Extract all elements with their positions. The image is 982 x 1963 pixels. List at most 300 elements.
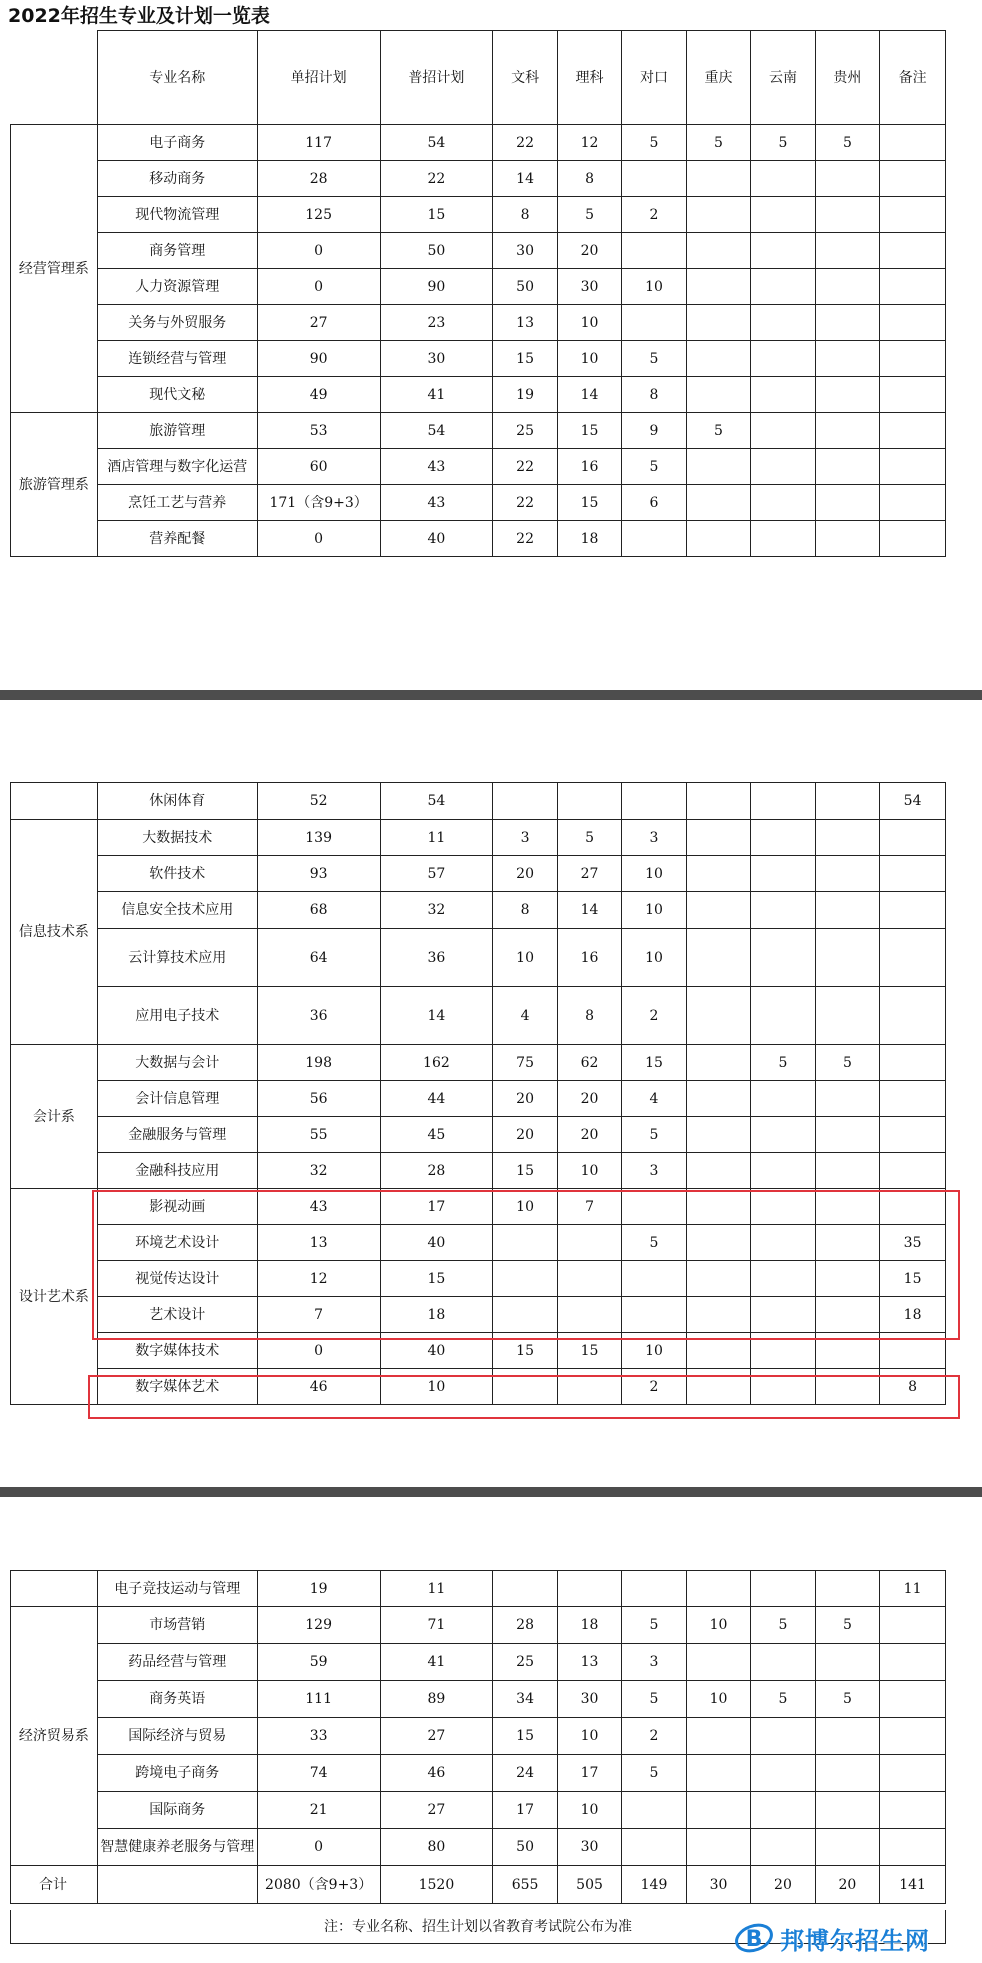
- table-row: [11, 269, 946, 305]
- value-cell: 41: [380, 377, 493, 413]
- value-cell: [622, 521, 686, 557]
- value-cell: 129: [257, 1607, 380, 1644]
- department-cell: 旅游管理系: [11, 413, 98, 557]
- total-row: [11, 1866, 946, 1904]
- value-cell: [751, 341, 815, 377]
- value-cell: 74: [257, 1755, 380, 1792]
- value-cell: 75: [493, 1045, 557, 1081]
- department-cell: 设计艺术系: [11, 1189, 98, 1405]
- major-name-cell: 大数据技术: [97, 820, 257, 856]
- value-cell: 89: [380, 1681, 493, 1718]
- value-cell: 21: [257, 1792, 380, 1829]
- value-cell: 13: [257, 1225, 380, 1261]
- value-cell: 28: [380, 1153, 493, 1189]
- major-name-cell: 应用电子技术: [97, 987, 257, 1045]
- value-cell: 15: [493, 1718, 557, 1755]
- value-cell: [622, 233, 686, 269]
- value-cell: [751, 305, 815, 341]
- value-cell: [751, 856, 815, 892]
- value-cell: [815, 1571, 879, 1607]
- value-cell: 64: [257, 929, 380, 987]
- value-cell: 9: [622, 413, 686, 449]
- value-cell: [622, 1792, 686, 1829]
- value-cell: 5: [686, 413, 750, 449]
- value-cell: 5: [815, 1045, 879, 1081]
- value-cell: 25: [493, 413, 557, 449]
- table-row: [11, 856, 946, 892]
- value-cell: [880, 161, 946, 197]
- value-cell: [880, 929, 946, 987]
- value-cell: [686, 197, 750, 233]
- value-cell: [686, 1117, 750, 1153]
- value-cell: [751, 1829, 815, 1866]
- major-name-cell: 现代文秘: [97, 377, 257, 413]
- value-cell: 5: [815, 1607, 879, 1644]
- value-cell: [686, 1045, 750, 1081]
- value-cell: [622, 783, 686, 820]
- value-cell: [751, 233, 815, 269]
- page-separator: [0, 1487, 982, 1497]
- value-cell: [815, 449, 879, 485]
- header-remarks: 备注: [880, 31, 946, 125]
- value-cell: 22: [380, 161, 493, 197]
- value-cell: 0: [257, 233, 380, 269]
- major-name-cell: 商务管理: [97, 233, 257, 269]
- value-cell: [880, 1829, 946, 1866]
- highlight-box-art-majors: [92, 1190, 960, 1340]
- value-cell: 17: [557, 1755, 621, 1792]
- value-cell: [686, 987, 750, 1045]
- value-cell: 5: [622, 1681, 686, 1718]
- value-cell: 43: [257, 1189, 380, 1225]
- value-cell: 5: [557, 820, 621, 856]
- value-cell: 4: [622, 1081, 686, 1117]
- value-cell: [751, 1153, 815, 1189]
- value-cell: [622, 1829, 686, 1866]
- value-cell: [815, 783, 879, 820]
- major-name-cell: 现代物流管理: [97, 197, 257, 233]
- value-cell: 20: [557, 233, 621, 269]
- table-row: [11, 233, 946, 269]
- value-cell: 3: [493, 820, 557, 856]
- value-cell: [686, 1153, 750, 1189]
- value-cell: [493, 783, 557, 820]
- major-name-cell: 关务与外贸服务: [97, 305, 257, 341]
- value-cell: [880, 413, 946, 449]
- value-cell: 33: [257, 1718, 380, 1755]
- value-cell: 15: [493, 1333, 557, 1369]
- table-row: [11, 1681, 946, 1718]
- value-cell: 19: [493, 377, 557, 413]
- major-name-cell: 营养配餐: [97, 521, 257, 557]
- value-cell: [880, 1718, 946, 1755]
- department-cell: [11, 1571, 98, 1607]
- value-cell: [686, 820, 750, 856]
- value-cell: [751, 1117, 815, 1153]
- value-cell: 20: [557, 1117, 621, 1153]
- value-cell: 12: [557, 125, 621, 161]
- value-cell: 68: [257, 892, 380, 929]
- table-row: [11, 125, 946, 161]
- value-cell: 55: [257, 1117, 380, 1153]
- value-cell: 10: [686, 1681, 750, 1718]
- major-name-cell: 影视动画: [97, 1189, 257, 1225]
- table-row: [11, 1045, 946, 1081]
- major-name-cell: 软件技术: [97, 856, 257, 892]
- value-cell: [880, 1117, 946, 1153]
- value-cell: [751, 987, 815, 1045]
- major-name-cell: 云计算技术应用: [97, 929, 257, 987]
- value-cell: 5: [751, 125, 815, 161]
- value-cell: 20: [493, 1081, 557, 1117]
- value-cell: 71: [380, 1607, 493, 1644]
- value-cell: 30: [557, 269, 621, 305]
- value-cell: 7: [257, 1297, 380, 1333]
- value-cell: 117: [257, 125, 380, 161]
- value-cell: 22: [493, 521, 557, 557]
- table-row: [11, 449, 946, 485]
- major-name-cell: 电子竞技运动与管理: [97, 1571, 257, 1607]
- table-row: [11, 485, 946, 521]
- value-cell: 5: [815, 125, 879, 161]
- value-cell: 15: [557, 485, 621, 521]
- header-science: 理科: [557, 31, 621, 125]
- value-cell: 5: [622, 449, 686, 485]
- value-cell: 0: [257, 1333, 380, 1369]
- watermark-text: 邦博尔招生网: [780, 1926, 930, 1955]
- value-cell: 50: [380, 233, 493, 269]
- value-cell: [880, 305, 946, 341]
- table-row: [11, 820, 946, 856]
- value-cell: [686, 1644, 750, 1681]
- value-cell: [622, 1571, 686, 1607]
- value-cell: 15: [493, 1153, 557, 1189]
- page-separator: [0, 690, 982, 700]
- major-name-cell: 旅游管理: [97, 413, 257, 449]
- value-cell: 60: [257, 449, 380, 485]
- value-cell: [880, 856, 946, 892]
- value-cell: 40: [380, 521, 493, 557]
- value-cell: 10: [622, 1333, 686, 1369]
- value-cell: 8: [493, 892, 557, 929]
- major-name-cell: 大数据与会计: [97, 1045, 257, 1081]
- value-cell: 5: [622, 1607, 686, 1644]
- value-cell: 30: [493, 233, 557, 269]
- value-cell: 13: [493, 305, 557, 341]
- value-cell: 111: [257, 1681, 380, 1718]
- value-cell: 10: [557, 305, 621, 341]
- value-cell: 10: [493, 1189, 557, 1225]
- table-row: [11, 341, 946, 377]
- value-cell: [880, 1153, 946, 1189]
- header-yunnan: 云南: [751, 31, 815, 125]
- department-cell: [11, 783, 98, 820]
- value-cell: [815, 1755, 879, 1792]
- value-cell: 53: [257, 413, 380, 449]
- value-cell: [815, 341, 879, 377]
- table-row: [11, 892, 946, 929]
- value-cell: 11: [380, 820, 493, 856]
- value-cell: [815, 1117, 879, 1153]
- major-name-cell: 人力资源管理: [97, 269, 257, 305]
- value-cell: [815, 1153, 879, 1189]
- value-cell: [751, 1792, 815, 1829]
- total-cell: 141: [880, 1866, 946, 1904]
- table-row: [11, 1117, 946, 1153]
- value-cell: 18: [880, 1297, 946, 1333]
- table-row: [11, 1718, 946, 1755]
- value-cell: 2: [622, 1369, 686, 1405]
- major-name-cell: 数字媒体技术: [97, 1333, 257, 1369]
- value-cell: 3: [622, 1644, 686, 1681]
- value-cell: 10: [686, 1607, 750, 1644]
- table-header-row: [11, 31, 946, 125]
- value-cell: 57: [380, 856, 493, 892]
- value-cell: [880, 449, 946, 485]
- major-name-cell: 金融科技应用: [97, 1153, 257, 1189]
- value-cell: 44: [380, 1081, 493, 1117]
- value-cell: 20: [493, 856, 557, 892]
- value-cell: [686, 929, 750, 987]
- value-cell: 4: [493, 987, 557, 1045]
- value-cell: 25: [493, 1644, 557, 1681]
- header-single-plan: 单招计划: [257, 31, 380, 125]
- value-cell: [686, 1755, 750, 1792]
- value-cell: 0: [257, 521, 380, 557]
- value-cell: 2: [622, 987, 686, 1045]
- value-cell: [815, 1081, 879, 1117]
- major-name-cell: 药品经营与管理: [97, 1644, 257, 1681]
- value-cell: 3: [622, 820, 686, 856]
- watermark-logo-icon: [734, 1921, 774, 1955]
- value-cell: [815, 856, 879, 892]
- value-cell: 10: [557, 341, 621, 377]
- value-cell: 49: [257, 377, 380, 413]
- value-cell: [622, 305, 686, 341]
- value-cell: [751, 449, 815, 485]
- value-cell: 43: [380, 485, 493, 521]
- value-cell: 22: [493, 449, 557, 485]
- value-cell: 5: [622, 1117, 686, 1153]
- value-cell: [815, 233, 879, 269]
- value-cell: 5: [751, 1681, 815, 1718]
- value-cell: 52: [257, 783, 380, 820]
- total-cell: 30: [686, 1866, 750, 1904]
- major-name-cell: 信息安全技术应用: [97, 892, 257, 929]
- value-cell: 14: [493, 161, 557, 197]
- value-cell: [686, 892, 750, 929]
- value-cell: 12: [257, 1261, 380, 1297]
- value-cell: [557, 1571, 621, 1607]
- value-cell: 15: [622, 1045, 686, 1081]
- value-cell: [751, 161, 815, 197]
- value-cell: 10: [557, 1792, 621, 1829]
- value-cell: 30: [557, 1681, 621, 1718]
- value-cell: 15: [380, 1261, 493, 1297]
- value-cell: [815, 1644, 879, 1681]
- value-cell: 54: [380, 125, 493, 161]
- value-cell: 2: [622, 1718, 686, 1755]
- value-cell: 5: [751, 1607, 815, 1644]
- value-cell: [686, 269, 750, 305]
- value-cell: 5: [622, 1755, 686, 1792]
- value-cell: 93: [257, 856, 380, 892]
- table-row: [11, 413, 946, 449]
- value-cell: [880, 125, 946, 161]
- table-row: [11, 1644, 946, 1681]
- value-cell: 50: [493, 269, 557, 305]
- value-cell: [686, 856, 750, 892]
- value-cell: 90: [380, 269, 493, 305]
- value-cell: 28: [493, 1607, 557, 1644]
- value-cell: 90: [257, 341, 380, 377]
- value-cell: 20: [493, 1117, 557, 1153]
- watermark: [734, 1920, 974, 1956]
- value-cell: 2: [622, 197, 686, 233]
- table-row: [11, 987, 946, 1045]
- major-name-cell: 环境艺术设计: [97, 1225, 257, 1261]
- major-name-cell: 国际经济与贸易: [97, 1718, 257, 1755]
- value-cell: [815, 197, 879, 233]
- value-cell: 7: [557, 1189, 621, 1225]
- department-cell: 会计系: [11, 1045, 98, 1189]
- value-cell: 3: [622, 1153, 686, 1189]
- department-cell: 经济贸易系: [11, 1607, 98, 1866]
- value-cell: 50: [493, 1829, 557, 1866]
- value-cell: 10: [557, 1718, 621, 1755]
- value-cell: 8: [880, 1369, 946, 1405]
- value-cell: 54: [380, 413, 493, 449]
- table-row: [11, 929, 946, 987]
- value-cell: [751, 377, 815, 413]
- value-cell: [880, 1644, 946, 1681]
- department-cell: 信息技术系: [11, 820, 98, 1045]
- enrollment-table-page-3: [10, 1570, 946, 1904]
- value-cell: 14: [557, 892, 621, 929]
- table-row: [11, 161, 946, 197]
- value-cell: 5: [622, 1225, 686, 1261]
- value-cell: [815, 377, 879, 413]
- value-cell: 5: [622, 125, 686, 161]
- header-major: 专业名称: [97, 31, 257, 125]
- value-cell: 10: [622, 856, 686, 892]
- major-name-cell: 烹饪工艺与营养: [97, 485, 257, 521]
- value-cell: [880, 1681, 946, 1718]
- value-cell: 45: [380, 1117, 493, 1153]
- value-cell: 54: [880, 783, 946, 820]
- value-cell: [686, 1571, 750, 1607]
- department-cell: 经营管理系: [11, 125, 98, 413]
- value-cell: 139: [257, 820, 380, 856]
- total-cell: [97, 1866, 257, 1904]
- value-cell: [686, 1792, 750, 1829]
- value-cell: [880, 521, 946, 557]
- value-cell: [880, 197, 946, 233]
- value-cell: [880, 1081, 946, 1117]
- value-cell: 6: [622, 485, 686, 521]
- value-cell: [880, 987, 946, 1045]
- value-cell: [815, 269, 879, 305]
- major-name-cell: 艺术设计: [97, 1297, 257, 1333]
- value-cell: 11: [380, 1571, 493, 1607]
- value-cell: 16: [557, 929, 621, 987]
- value-cell: [751, 783, 815, 820]
- value-cell: 30: [557, 1829, 621, 1866]
- value-cell: 15: [557, 413, 621, 449]
- table-row: [11, 1829, 946, 1866]
- value-cell: [686, 305, 750, 341]
- table-row: [11, 197, 946, 233]
- table-row: [11, 521, 946, 557]
- value-cell: 8: [622, 377, 686, 413]
- value-cell: [557, 783, 621, 820]
- major-name-cell: 休闲体育: [97, 783, 257, 820]
- value-cell: 8: [557, 161, 621, 197]
- value-cell: [751, 1571, 815, 1607]
- value-cell: 40: [380, 1225, 493, 1261]
- value-cell: 171（含9+3）: [257, 485, 380, 521]
- value-cell: [686, 233, 750, 269]
- table-row: [11, 1081, 946, 1117]
- value-cell: [686, 485, 750, 521]
- total-cell: 20: [815, 1866, 879, 1904]
- major-name-cell: 市场营销: [97, 1607, 257, 1644]
- value-cell: [880, 1755, 946, 1792]
- value-cell: 80: [380, 1829, 493, 1866]
- total-cell: 149: [622, 1866, 686, 1904]
- header-liberal-arts: 文科: [493, 31, 557, 125]
- value-cell: 22: [493, 125, 557, 161]
- value-cell: 8: [557, 987, 621, 1045]
- value-cell: 19: [257, 1571, 380, 1607]
- header-blank: [11, 31, 98, 125]
- major-name-cell: 视觉传达设计: [97, 1261, 257, 1297]
- value-cell: 35: [880, 1225, 946, 1261]
- value-cell: [686, 161, 750, 197]
- value-cell: 5: [686, 125, 750, 161]
- total-cell: 655: [493, 1866, 557, 1904]
- value-cell: [815, 987, 879, 1045]
- major-name-cell: 数字媒体艺术: [97, 1369, 257, 1405]
- value-cell: [686, 521, 750, 557]
- value-cell: [815, 1792, 879, 1829]
- value-cell: [880, 377, 946, 413]
- value-cell: 27: [257, 305, 380, 341]
- value-cell: 59: [257, 1644, 380, 1681]
- value-cell: 11: [880, 1571, 946, 1607]
- value-cell: 41: [380, 1644, 493, 1681]
- major-name-cell: 跨境电子商务: [97, 1755, 257, 1792]
- value-cell: 10: [622, 929, 686, 987]
- value-cell: [880, 233, 946, 269]
- value-cell: [622, 161, 686, 197]
- value-cell: 15: [557, 1333, 621, 1369]
- footer-note: 注：专业名称、招生计划以省教育考试院公布为准: [10, 1910, 946, 1944]
- value-cell: 5: [622, 341, 686, 377]
- total-cell: 20: [751, 1866, 815, 1904]
- major-name-cell: 会计信息管理: [97, 1081, 257, 1117]
- value-cell: 43: [380, 449, 493, 485]
- value-cell: [815, 892, 879, 929]
- value-cell: 54: [380, 783, 493, 820]
- value-cell: 10: [557, 1153, 621, 1189]
- value-cell: 17: [380, 1189, 493, 1225]
- value-cell: [815, 929, 879, 987]
- value-cell: 23: [380, 305, 493, 341]
- total-label: 合计: [11, 1866, 98, 1904]
- value-cell: 162: [380, 1045, 493, 1081]
- major-name-cell: 酒店管理与数字化运营: [97, 449, 257, 485]
